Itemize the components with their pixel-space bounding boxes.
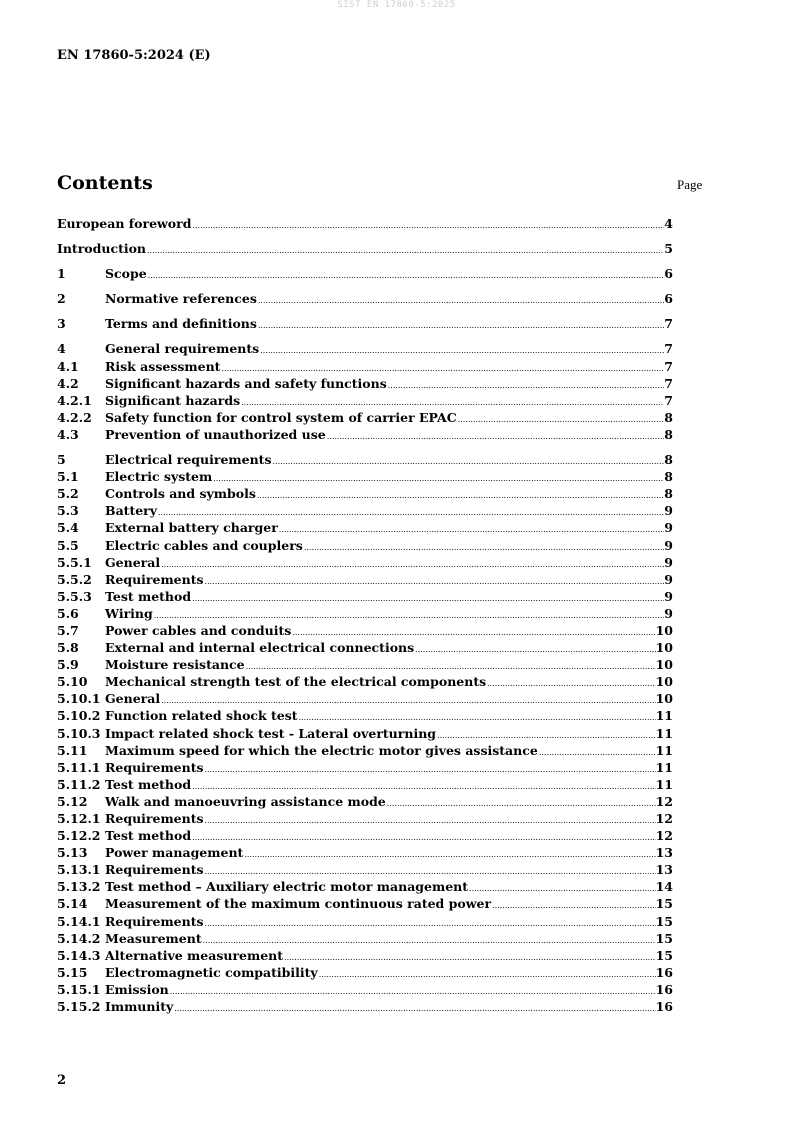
toc-entry-page: 16 — [655, 999, 673, 1015]
toc-entry-page: 10 — [655, 640, 673, 656]
toc-entry[interactable] — [57, 605, 673, 622]
toc-entry-title: Walk and manoeuvring assistance mode — [105, 793, 386, 809]
toc-entry-number: 5.10.1 — [57, 691, 101, 707]
dot-leader — [303, 539, 664, 556]
toc-entry-page: 9 — [664, 571, 673, 587]
toc-entry[interactable] — [57, 571, 673, 588]
toc-entry-title: Safety function for control system of carrier EPAC — [105, 409, 457, 425]
dot-leader — [278, 521, 665, 538]
toc-entry-number: 5.15.1 — [57, 981, 101, 997]
toc-entry-page: 8 — [664, 452, 673, 468]
toc-entry[interactable] — [57, 690, 673, 707]
toc-entry-title: Normative references — [105, 291, 257, 307]
toc-entry[interactable] — [57, 554, 673, 571]
toc-entry-page: 13 — [655, 845, 673, 861]
dot-leader — [243, 846, 655, 863]
toc-entry-title: Mechanical strength test of the electrical components — [105, 674, 487, 690]
toc-entry-number: 5.12.2 — [57, 828, 101, 844]
toc-entry-number: 5.13 — [57, 845, 88, 861]
page-number: 2 — [57, 1073, 67, 1088]
toc-entry-title: Maximum speed for which the electric motor gives assistance — [105, 742, 538, 758]
toc-entry-number: 4.2.1 — [57, 392, 92, 408]
toc-entry-page: 8 — [664, 486, 673, 502]
toc-entry[interactable] — [57, 375, 673, 392]
toc-entry[interactable] — [57, 240, 673, 257]
toc-entry-page: 15 — [655, 930, 673, 946]
toc-entry-number: 5.13.2 — [57, 879, 101, 895]
toc-entry-number: 5.10.2 — [57, 708, 101, 724]
toc-entry-number: 5.14.2 — [57, 930, 101, 946]
toc-entry-title: Electromagnetic compatibility — [105, 964, 318, 980]
toc-entry[interactable] — [57, 947, 673, 964]
dot-leader — [272, 453, 665, 470]
toc-entry-title: Introduction — [57, 241, 147, 257]
toc-entry-page: 7 — [664, 341, 673, 357]
toc-entry-number: 5.14.1 — [57, 913, 101, 929]
toc-entry[interactable] — [57, 913, 673, 930]
dot-leader — [491, 897, 656, 914]
toc-entry-number: 5.8 — [57, 640, 79, 656]
toc-entry-number: 1 — [57, 266, 66, 282]
dot-leader — [204, 812, 656, 829]
toc-entry-title: Risk assessment — [105, 358, 221, 374]
dot-leader — [256, 487, 664, 504]
toc-entry-title: External battery charger — [105, 520, 278, 536]
toc-entry-title: Requirements — [105, 913, 204, 929]
toc-entry[interactable] — [57, 519, 673, 536]
dot-leader — [191, 217, 664, 234]
toc-entry[interactable] — [57, 810, 673, 827]
dot-leader — [146, 242, 664, 259]
toc-entry[interactable] — [57, 725, 673, 742]
toc-entry-page: 11 — [655, 742, 673, 758]
toc-entry[interactable] — [57, 215, 673, 232]
toc-entry-page: 5 — [664, 241, 673, 257]
toc-entry-title: Measurement — [105, 930, 202, 946]
toc-entry-page: 8 — [664, 426, 673, 442]
toc-entry-page: 14 — [655, 879, 673, 895]
toc-entry-number: 2 — [57, 291, 66, 307]
toc-entry-title: Alternative measurement — [105, 947, 284, 963]
dot-leader — [538, 744, 656, 761]
toc-entry-page: 10 — [655, 691, 673, 707]
toc-entry-page: 13 — [655, 862, 673, 878]
toc-entry[interactable] — [57, 502, 673, 519]
toc-entry-number: 5.10 — [57, 674, 88, 690]
toc-entry-page: 15 — [655, 947, 673, 963]
toc-entry[interactable] — [57, 639, 673, 656]
dot-leader — [318, 966, 656, 983]
toc-entry-page: 9 — [664, 605, 673, 621]
toc-entry-title: General requirements — [105, 341, 260, 357]
toc-entry-title: External and internal electrical connections — [105, 640, 415, 656]
toc-entry-title: Requirements — [105, 571, 204, 587]
toc-entry-number: 5.7 — [57, 622, 79, 638]
toc-entry[interactable] — [57, 707, 673, 724]
toc-entry[interactable] — [57, 622, 673, 639]
table-of-contents — [57, 215, 673, 1015]
toc-entry-title: Wiring — [105, 605, 153, 621]
toc-entry-title: General — [105, 691, 161, 707]
toc-entry-page: 16 — [655, 981, 673, 997]
toc-entry-page: 7 — [664, 392, 673, 408]
toc-entry-page: 9 — [664, 537, 673, 553]
toc-entry[interactable] — [57, 265, 673, 282]
toc-entry-number: 5.5.1 — [57, 554, 92, 570]
toc-entry[interactable] — [57, 895, 673, 912]
toc-entry-page: 7 — [664, 358, 673, 374]
toc-entry-title: Test method – Auxiliary electric motor management — [105, 879, 469, 895]
toc-entry-page: 6 — [664, 291, 673, 307]
toc-entry-number: 5.11.1 — [57, 759, 101, 775]
toc-entry-number: 5.5.2 — [57, 571, 92, 587]
dot-leader — [414, 641, 655, 658]
dot-leader — [486, 675, 655, 692]
toc-entry[interactable] — [57, 392, 673, 409]
toc-entry[interactable] — [57, 315, 673, 332]
toc-entry[interactable] — [57, 998, 673, 1015]
toc-entry[interactable] — [57, 742, 673, 759]
toc-entry-number: 4.3 — [57, 426, 79, 442]
toc-entry[interactable] — [57, 827, 673, 844]
toc-entry[interactable] — [57, 930, 673, 947]
toc-entry-page: 11 — [655, 725, 673, 741]
toc-entry-title: Significant hazards — [105, 392, 241, 408]
toc-entry-title: Immunity — [105, 999, 174, 1015]
dot-leader — [259, 342, 664, 359]
toc-entry-number: 5.14 — [57, 896, 88, 912]
toc-entry-number: 3 — [57, 316, 66, 332]
toc-entry[interactable] — [57, 673, 673, 690]
dot-leader — [386, 795, 656, 812]
toc-entry[interactable] — [57, 537, 673, 554]
toc-entry[interactable] — [57, 793, 673, 810]
toc-entry[interactable] — [57, 485, 673, 502]
toc-entry[interactable] — [57, 358, 673, 375]
toc-entry[interactable] — [57, 451, 673, 468]
toc-entry-title: Power cables and conduits — [105, 622, 292, 638]
toc-entry-title: Emission — [105, 981, 169, 997]
toc-entry-title: Test method — [105, 776, 192, 792]
toc-entry-page: 6 — [664, 266, 673, 282]
toc-entry-page: 4 — [664, 216, 673, 231]
toc-entry-page: 11 — [655, 759, 673, 775]
toc-entry-title: Function related shock test — [105, 708, 298, 724]
toc-entry[interactable] — [57, 409, 673, 426]
contents-heading: Contents — [57, 172, 153, 194]
toc-entry-page: 16 — [655, 964, 673, 980]
toc-entry-page: 7 — [664, 316, 673, 332]
toc-entry[interactable] — [57, 426, 673, 443]
toc-entry-title: Measurement of the maximum continuous rated power — [105, 896, 492, 912]
toc-entry[interactable] — [57, 861, 673, 878]
dot-leader — [257, 317, 664, 334]
dot-leader — [191, 829, 655, 846]
dot-leader — [468, 880, 656, 897]
toc-entry-number: 5.14.3 — [57, 947, 101, 963]
toc-entry[interactable] — [57, 340, 673, 357]
toc-entry-title: Test method — [105, 828, 192, 844]
toc-entry-number: 5.4 — [57, 520, 79, 536]
dot-leader — [173, 1000, 655, 1017]
dot-leader — [283, 949, 656, 966]
toc-entry-number: 5.11 — [57, 742, 88, 758]
toc-entry-page: 12 — [655, 793, 673, 809]
toc-entry-title: Requirements — [105, 811, 204, 826]
toc-entry-page: 7 — [664, 375, 673, 391]
toc-entry-title: Electric system — [105, 469, 213, 485]
toc-entry-page: 11 — [655, 708, 673, 724]
toc-entry-page: 10 — [655, 657, 673, 673]
dot-leader — [204, 761, 656, 778]
toc-entry[interactable] — [57, 759, 673, 776]
dot-leader — [147, 267, 665, 284]
toc-entry-number: 5.3 — [57, 503, 79, 519]
toc-entry-page: 12 — [655, 828, 673, 844]
toc-entry-title: Controls and symbols — [105, 486, 256, 502]
toc-entry-title: Impact related shock test - Lateral overturning — [105, 725, 437, 741]
toc-entry-page: 15 — [655, 896, 673, 912]
dot-leader — [160, 556, 664, 573]
toc-entry-page: 10 — [655, 674, 673, 690]
dot-leader — [169, 983, 656, 1000]
toc-entry-title: Battery — [105, 503, 158, 519]
toc-entry-page: 9 — [664, 588, 673, 604]
toc-entry-number: 5.1 — [57, 469, 79, 485]
toc-entry[interactable] — [57, 878, 673, 895]
toc-entry[interactable] — [57, 290, 673, 307]
toc-entry-number: 5.5 — [57, 537, 79, 553]
toc-entry[interactable] — [57, 776, 673, 793]
toc-entry-page: 9 — [664, 520, 673, 536]
toc-entry-page: 8 — [664, 409, 673, 425]
toc-entry-title: Prevention of unauthorized use — [105, 426, 326, 442]
dot-leader — [212, 470, 664, 487]
dot-leader — [204, 915, 656, 932]
dot-leader — [204, 573, 665, 590]
toc-entry-page: 10 — [655, 622, 673, 638]
toc-entry-number: 5.6 — [57, 605, 79, 621]
toc-entry[interactable] — [57, 588, 673, 605]
document-reference: EN 17860-5:2024 (E) — [57, 48, 211, 63]
toc-entry-page: 12 — [655, 811, 673, 826]
toc-entry-title: Electric cables and couplers — [105, 537, 303, 553]
toc-entry-page: 9 — [664, 554, 673, 570]
toc-entry-title: Electrical requirements — [105, 452, 272, 468]
toc-entry-number: 5.11.2 — [57, 776, 101, 792]
dot-leader — [387, 377, 665, 394]
toc-entry[interactable] — [57, 844, 673, 861]
toc-entry-title: Test method — [105, 588, 192, 604]
page-column-label: Page — [677, 177, 703, 192]
toc-entry[interactable] — [57, 656, 673, 673]
dot-leader — [257, 292, 664, 309]
dot-leader — [191, 590, 664, 607]
toc-entry-number: 5.12.1 — [57, 811, 101, 826]
toc-entry-number: 5.5.3 — [57, 588, 92, 604]
toc-entry-page: 11 — [655, 776, 673, 792]
toc-entry-title: Requirements — [105, 759, 204, 775]
toc-entry-title: European foreword — [57, 216, 192, 231]
toc-entry-title: Power management — [105, 845, 244, 861]
toc-entry-number: 5.15.2 — [57, 999, 101, 1015]
toc-entry-number: 5.13.1 — [57, 862, 101, 878]
toc-entry-page: 8 — [664, 469, 673, 485]
toc-entry-title: Moisture resistance — [105, 657, 245, 673]
toc-entry[interactable] — [57, 468, 673, 485]
toc-entry-number: 5.2 — [57, 486, 79, 502]
toc-entry-number: 4.1 — [57, 358, 79, 374]
toc-entry-title: Requirements — [105, 862, 204, 878]
toc-entry-number: 5.9 — [57, 657, 79, 673]
toc-entry-title: Terms and definitions — [105, 316, 257, 332]
toc-entry-page: 9 — [664, 503, 673, 519]
toc-entry-number: 5.15 — [57, 964, 88, 980]
toc-entry-number: 4 — [57, 341, 66, 357]
toc-entry-number: 5.12 — [57, 793, 88, 809]
toc-entry-title: Significant hazards and safety functions — [105, 375, 387, 391]
toc-entry-number: 5 — [57, 452, 66, 468]
toc-entry-number: 5.10.3 — [57, 725, 101, 741]
toc-entry[interactable] — [57, 981, 673, 998]
toc-entry-title: Scope — [105, 266, 147, 282]
toc-entry[interactable] — [57, 964, 673, 981]
toc-entry-number: 4.2 — [57, 375, 79, 391]
toc-entry-title: General — [105, 554, 161, 570]
dot-leader — [457, 411, 665, 428]
toc-entry-number: 4.2.2 — [57, 409, 92, 425]
toc-entry-page: 15 — [655, 913, 673, 929]
dot-leader — [326, 428, 665, 445]
watermark: SIST EN 17860-5:2025 — [337, 0, 456, 10]
